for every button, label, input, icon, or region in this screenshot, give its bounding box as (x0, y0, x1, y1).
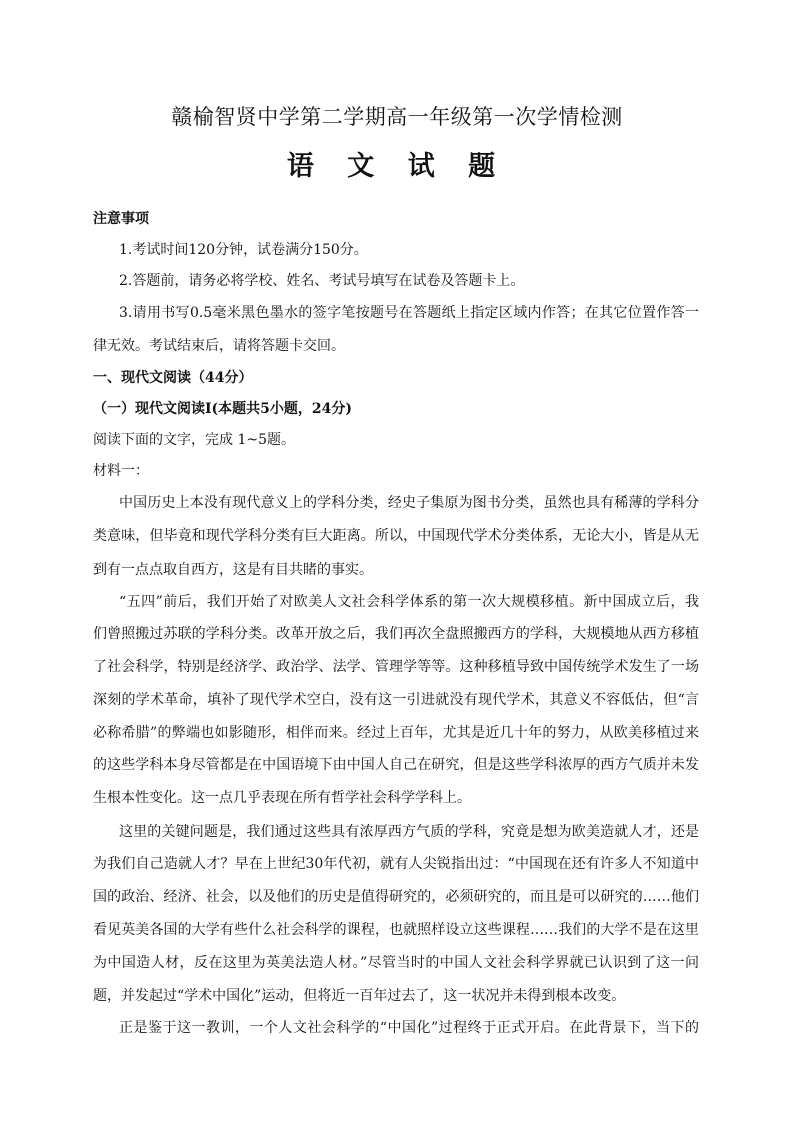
notice-item: 2.答题前，请务必将学校、姓名、考试号填写在试卷及答题卡上。 (119, 273, 525, 289)
passage-line: 中国历史上本没有现代意义上的学科分类，经史子集原为图书分类，虽然也具有稀薄的学科分 (119, 495, 699, 511)
passage-line: 看见英美各国的大学有些什么社会科学的课程，也就照样设立这些课程……我们的大学不是在这里 (93, 922, 699, 938)
notice-item: 1.考试时间120分钟，试卷满分150分。 (119, 242, 368, 258)
reading-instruction: 阅读下面的文字，完成 1~5题。 (93, 432, 295, 448)
exam-subtitle: 语 文 试 题 (286, 151, 508, 182)
notice-item: 律无效。考试结束后，请将答题卡交回。 (93, 338, 345, 354)
passage-line: 们曾照搬过苏联的学科分类。改革开放之后，我们再次全盘照搬西方的学科，大规模地从西方移植 (93, 626, 699, 642)
passage-line: “五四”前后，我们开始了对欧美人文社会科学体系的第一次大规模移植。新中国成立后，我 (119, 594, 699, 610)
passage-line: 正是鉴于这一教训，一个人文社会科学的“中国化”过程终于正式开启。在此背景下，当下的 (119, 1020, 699, 1036)
passage-line: 国的政治、经济、社会，以及他们的历史是值得研究的，必须研究的，而且是可以研究的……他们 (93, 889, 699, 905)
notice-item: 3.请用书写0.5毫米黑色墨水的签字笔按题号在答题纸上指定区域内作答；在其它位置作答一 (119, 305, 699, 321)
passage-line: 到有一点点取自西方，这是有目共睹的事实。 (93, 562, 373, 578)
material-label: 材料一： (93, 463, 149, 479)
passage-line: 类意味，但毕竟和现代学科分类有巨大距离。所以，中国现代学术分类体系，无论大小，皆是从无 (93, 528, 699, 544)
passage-line: 为中国造人材，反在这里为英美法造人材。”尽管当时的中国人文社会科学界就已认识到了这一问 (93, 955, 699, 971)
passage-line: 必称希腊”的弊端也如影随形，相伴而来。经过上百年，尤其是近几十年的努力，从欧美移植过来 (93, 725, 699, 741)
subsection-heading: （一）现代文阅读I(本题共5小题，24分) (93, 401, 353, 417)
passage-line: 题，并发起过“学术中国化”运动，但将近一百年过去了，这一状况并未得到根本改变。 (93, 988, 626, 1004)
passage-line: 为我们自己造就人才？早在上世纪30年代初，就有人尖锐指出过：“中国现在还有许多人不知道中 (93, 856, 699, 872)
passage-line: 了社会科学，特别是经济学、政治学、法学、管理学等等。这种移植导致中国传统学术发生了一场 (93, 659, 699, 675)
passage-line: 这里的关键问题是，我们通过这些具有浓厚西方气质的学科，究竟是想为欧美造就人才，还是 (119, 824, 699, 840)
passage-line: 生根本性变化。这一点几乎表现在所有哲学社会科学学科上。 (93, 790, 471, 806)
exam-title: 赣榆智贤中学第二学期高一年级第一次学情检测 (171, 105, 623, 129)
passage-line: 深刻的学术革命，填补了现代学术空白，没有这一引进就没有现代学术，其意义不容低估，但“言 (93, 692, 699, 708)
notice-heading: 注意事项 (93, 211, 149, 227)
passage-line: 的这些学科本身尽管都是在中国语境下由中国人自己在研究，但是这些学科浓厚的西方气质并未发 (93, 757, 699, 773)
section-heading: 一、现代文阅读（44分） (93, 370, 253, 386)
